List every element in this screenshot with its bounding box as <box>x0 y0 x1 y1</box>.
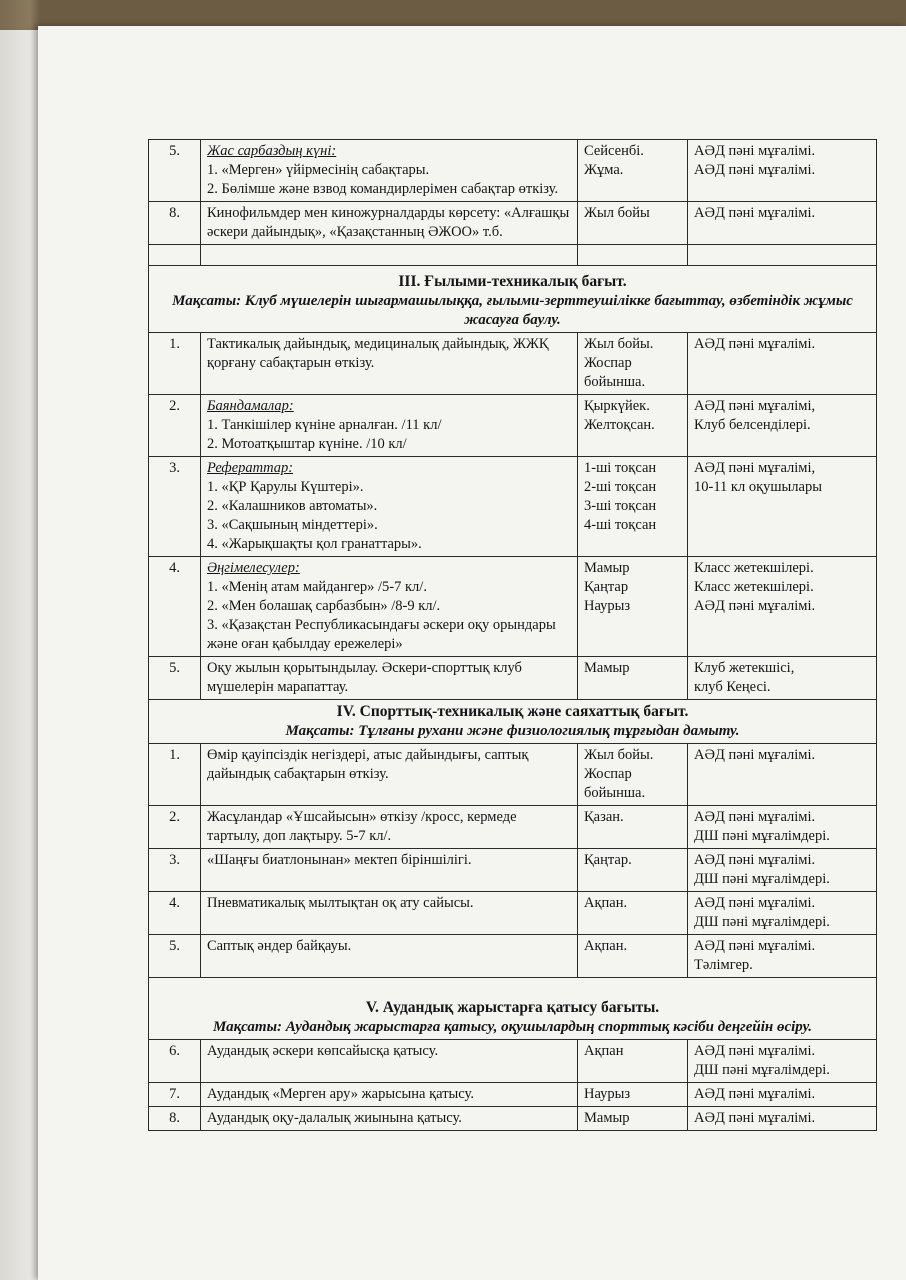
activity-cell <box>201 457 578 557</box>
row-number: 2. <box>149 806 201 849</box>
responsible-cell <box>688 849 877 892</box>
section-heading <box>149 266 877 333</box>
activity-text: Жасұландар «Ұшсайысын» өткізу /кросс, кермеде тартылу, доп лақтыру. 5-7 кл/. <box>207 809 517 844</box>
row-number: 8. <box>149 202 201 245</box>
activity-text: Оқу жылын қорытындылау. Әскери-спорттық клуб мүшелерін марапаттау. <box>207 660 522 695</box>
section-title: IV. Спорттық-техникалық және саяхаттық бағыт. <box>336 703 689 720</box>
row-number: 5. <box>149 140 201 202</box>
time-cell <box>578 557 688 657</box>
time-cell <box>578 140 688 202</box>
empty-cell <box>688 245 877 266</box>
time-cell <box>578 849 688 892</box>
responsible-text: АӘД пәні мұғалімі, <box>694 460 816 476</box>
section-heading-row <box>149 978 877 1040</box>
empty-cell <box>578 245 688 266</box>
time-cell <box>578 457 688 557</box>
responsible-text: АӘД пәні мұғалімі. <box>694 938 816 954</box>
time-cell <box>578 1040 688 1083</box>
activity-text: 3. «Қазақстан Республикасындағы әскери оқу орындары және оған қабылдау ережелері» <box>207 617 556 652</box>
row-number: 4. <box>149 892 201 935</box>
row-number: 3. <box>149 849 201 892</box>
table-row <box>149 140 877 202</box>
activity-cell <box>201 395 578 457</box>
responsible-text: АӘД пәні мұғалімі. <box>694 205 816 221</box>
activity-cell <box>201 892 578 935</box>
responsible-cell <box>688 202 877 245</box>
activity-text: «Шаңғы биатлонынан» мектеп біріншілігі. <box>207 852 472 868</box>
section-heading-row <box>149 700 877 744</box>
responsible-text: ДШ пәні мұғалімдері. <box>694 871 830 887</box>
row-number: 3. <box>149 457 201 557</box>
responsible-cell <box>688 806 877 849</box>
time-text: Жыл бойы <box>584 205 650 221</box>
activity-cell <box>201 202 578 245</box>
time-text: Жыл бойы. <box>584 747 654 763</box>
time-text: Сейсенбі. <box>584 143 644 159</box>
responsible-cell <box>688 395 877 457</box>
activity-cell <box>201 1040 578 1083</box>
time-text: Жыл бойы. <box>584 336 654 352</box>
row-number: 1. <box>149 333 201 395</box>
time-cell <box>578 806 688 849</box>
responsible-text: АӘД пәні мұғалімі. <box>694 162 816 178</box>
table-row <box>149 1040 877 1083</box>
responsible-text: Клуб жетекшісі, <box>694 660 795 676</box>
time-text: Қаңтар. <box>584 852 632 868</box>
time-text: 4-ші тоқсан <box>584 517 657 533</box>
responsible-cell <box>688 333 877 395</box>
activity-text: 2. «Калашников автоматы». <box>207 498 378 514</box>
section-heading <box>149 700 877 744</box>
responsible-cell <box>688 457 877 557</box>
activity-cell <box>201 140 578 202</box>
responsible-text: Клуб белсенділері. <box>694 417 811 433</box>
row-number: 4. <box>149 557 201 657</box>
table-row <box>149 935 877 978</box>
activity-group-title: Рефераттар: <box>207 460 294 476</box>
activity-cell <box>201 849 578 892</box>
plan-table <box>148 139 877 1131</box>
table-row <box>149 849 877 892</box>
responsible-text: АӘД пәні мұғалімі. <box>694 143 816 159</box>
section-goal: Мақсаты: Аудандық жарыстарға қатысу, оқушылардың спорттық кәсіби деңгейін өсіру. <box>212 1019 813 1035</box>
table-row <box>149 1083 877 1107</box>
table-row <box>149 744 877 806</box>
time-text: Қазан. <box>584 809 624 825</box>
responsible-text: АӘД пәні мұғалімі. <box>694 1043 816 1059</box>
time-text: Қыркүйек. <box>584 398 650 414</box>
activity-text: Аудандық «Мерген ару» жарысына қатысу. <box>207 1086 474 1102</box>
activity-cell <box>201 333 578 395</box>
activity-text: Кинофильмдер мен киножурналдарды көрсету: «Алғашқы әскери дайындық», «Қазақстанның ӘЖОО» т.б. <box>207 205 570 240</box>
section-goal: Мақсаты: Клуб мүшелерін шығармашылыққа, ғылыми-зерттеушілікке бағыттау, өзбетіндік жұмыс жасауға баулу. <box>172 293 853 328</box>
responsible-cell <box>688 892 877 935</box>
activity-cell <box>201 657 578 700</box>
time-cell <box>578 1107 688 1131</box>
row-number: 1. <box>149 744 201 806</box>
activity-text: 1. «Менің атам майдангер» /5-7 кл/. <box>207 579 427 595</box>
table-row <box>149 557 877 657</box>
row-number: 6. <box>149 1040 201 1083</box>
activity-text: 2. «Мен болашақ сарбазбын» /8-9 кл/. <box>207 598 441 614</box>
time-cell <box>578 657 688 700</box>
time-text: Наурыз <box>584 598 631 614</box>
activity-text: Аудандық әскери көпсайысқа қатысу. <box>207 1043 439 1059</box>
responsible-text: АӘД пәні мұғалімі. <box>694 1086 816 1102</box>
responsible-text: 10-11 кл оқушылары <box>694 479 822 495</box>
activity-cell <box>201 935 578 978</box>
row-number: 2. <box>149 395 201 457</box>
empty-row <box>149 245 877 266</box>
section-title: III. Ғылыми-техникалық бағыт. <box>398 273 627 290</box>
responsible-cell <box>688 557 877 657</box>
responsible-text: ДШ пәні мұғалімдері. <box>694 828 830 844</box>
responsible-cell <box>688 1107 877 1131</box>
responsible-cell <box>688 1083 877 1107</box>
responsible-cell <box>688 935 877 978</box>
table-row <box>149 333 877 395</box>
activity-cell <box>201 744 578 806</box>
time-text: Наурыз <box>584 1086 631 1102</box>
time-text: Қаңтар <box>584 579 629 595</box>
empty-cell <box>201 245 578 266</box>
table-row <box>149 1107 877 1131</box>
activity-text: Саптық әндер байқауы. <box>207 938 352 954</box>
responsible-text: Класс жетекшілері. <box>694 579 814 595</box>
activity-text: 4. «Жарықшақты қол гранаттары». <box>207 536 422 552</box>
activity-cell <box>201 1107 578 1131</box>
activity-text: Өмір қауіпсіздік негіздері, атыс дайындығы, саптық дайындық сабақтарын өткізу. <box>207 747 529 782</box>
row-number: 7. <box>149 1083 201 1107</box>
section-goal: Мақсаты: Тұлғаны рухани және физиологиялық тұрғыдан дамыту. <box>285 723 740 739</box>
responsible-text: Тәлімгер. <box>694 957 753 973</box>
time-text: 1-ші тоқсан <box>584 460 657 476</box>
section-heading-row <box>149 266 877 333</box>
section-heading <box>149 978 877 1040</box>
activity-cell <box>201 1083 578 1107</box>
responsible-text: клуб Кеңесі. <box>694 679 771 695</box>
time-text: бойынша. <box>584 785 646 801</box>
time-text: Жоспар <box>584 355 632 371</box>
responsible-text: АӘД пәні мұғалімі. <box>694 809 816 825</box>
activity-group-title: Әңгімелесулер: <box>207 560 300 576</box>
underlying-page-edge <box>0 30 42 1280</box>
responsible-text: АӘД пәні мұғалімі. <box>694 747 816 763</box>
responsible-text: АӘД пәні мұғалімі. <box>694 852 816 868</box>
activity-text: Тактикалық дайындық, медициналық дайындық, ЖЖҚ қорғану сабақтарын өткізу. <box>207 336 549 371</box>
activity-text: 2. Мотоатқыштар күніне. /10 кл/ <box>207 436 407 452</box>
time-text: Мамыр <box>584 660 630 676</box>
time-text: Ақпан. <box>584 938 628 954</box>
time-cell <box>578 1083 688 1107</box>
row-number: 8. <box>149 1107 201 1131</box>
responsible-text: АӘД пәні мұғалімі, <box>694 398 816 414</box>
table-row <box>149 806 877 849</box>
activity-group-title: Баяндамалар: <box>207 398 294 414</box>
responsible-text: ДШ пәні мұғалімдері. <box>694 1062 830 1078</box>
responsible-cell <box>688 1040 877 1083</box>
activity-text: 1. «ҚР Қарулы Күштері». <box>207 479 364 495</box>
row-number: 5. <box>149 935 201 978</box>
time-text: Желтоқсан. <box>584 417 655 433</box>
activity-text: 3. «Сақшының міндеттері». <box>207 517 378 533</box>
time-cell <box>578 202 688 245</box>
activity-text: 2. Бөлімше және взвод командирлерімен сабақтар өткізу. <box>207 181 559 197</box>
activity-cell <box>201 557 578 657</box>
time-text: Мамыр <box>584 1110 630 1126</box>
time-text: бойынша. <box>584 374 646 390</box>
time-cell <box>578 333 688 395</box>
responsible-text: АӘД пәні мұғалімі. <box>694 598 816 614</box>
responsible-text: АӘД пәні мұғалімі. <box>694 1110 816 1126</box>
responsible-text: АӘД пәні мұғалімі. <box>694 895 816 911</box>
time-text: 3-ші тоқсан <box>584 498 657 514</box>
time-text: Ақпан. <box>584 895 628 911</box>
activity-text: Аудандық оқу-далалық жиынына қатысу. <box>207 1110 462 1126</box>
time-text: Жоспар <box>584 766 632 782</box>
responsible-cell <box>688 657 877 700</box>
time-cell <box>578 892 688 935</box>
responsible-text: ДШ пәні мұғалімдері. <box>694 914 830 930</box>
table-row <box>149 892 877 935</box>
time-text: 2-ші тоқсан <box>584 479 657 495</box>
time-cell <box>578 935 688 978</box>
activity-group-title: Жас сарбаздың күні: <box>207 143 337 159</box>
time-cell <box>578 395 688 457</box>
responsible-cell <box>688 744 877 806</box>
table-row <box>149 202 877 245</box>
activity-cell <box>201 806 578 849</box>
responsible-text: АӘД пәні мұғалімі. <box>694 336 816 352</box>
responsible-text: Класс жетекшілері. <box>694 560 814 576</box>
time-cell <box>578 744 688 806</box>
section-title: V. Аудандық жарыстарға қатысу бағыты. <box>365 999 660 1016</box>
row-number: 5. <box>149 657 201 700</box>
empty-cell <box>149 245 201 266</box>
time-text: Жұма. <box>584 162 624 178</box>
responsible-cell <box>688 140 877 202</box>
table-row <box>149 395 877 457</box>
activity-text: 1. «Мерген» үйірмесінің сабақтары. <box>207 162 430 178</box>
table-row <box>149 457 877 557</box>
time-text: Мамыр <box>584 560 630 576</box>
activity-text: 1. Танкішілер күніне арналған. /11 кл/ <box>207 417 442 433</box>
table-row <box>149 657 877 700</box>
activity-text: Пневматикалық мылтықтан оқ ату сайысы. <box>207 895 474 911</box>
time-text: Ақпан <box>584 1043 624 1059</box>
